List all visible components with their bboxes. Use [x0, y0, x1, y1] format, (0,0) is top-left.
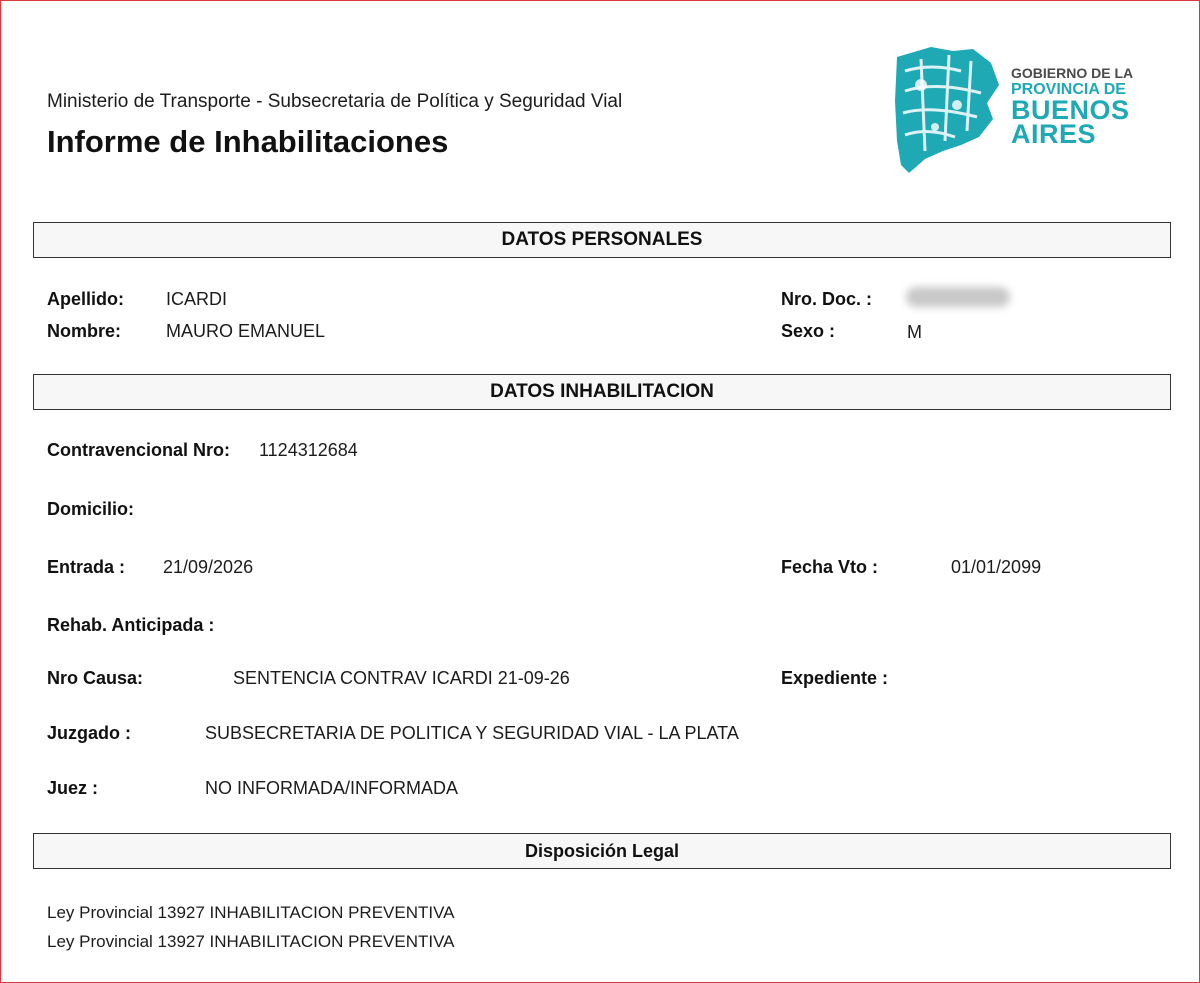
- logo-line-aires: AIRES: [1011, 119, 1097, 149]
- logo-line-gobierno: GOBIERNO DE LA: [1011, 65, 1134, 81]
- disposicion-line-1: Ley Provincial 13927 INHABILITACION PREVENTIVA: [47, 903, 455, 922]
- logo-line-provincia: PROVINCIA DE: [1011, 81, 1126, 98]
- section-header-personal: DATOS PERSONALES: [33, 222, 1171, 258]
- logo-line-buenos: BUENOS: [1011, 95, 1130, 125]
- section-header-disposicion: Disposición Legal: [33, 833, 1171, 869]
- disposicion-line-2: Ley Provincial 13927 INHABILITACION PREVENTIVA: [47, 932, 455, 951]
- juez-value: NO INFORMADA/INFORMADA: [205, 778, 459, 798]
- province-map-logo-icon: [891, 41, 1003, 177]
- sexo-label: Sexo :: [781, 321, 836, 341]
- apellido-label: Apellido:: [47, 289, 124, 309]
- apellido-value: ICARDI: [166, 289, 228, 309]
- contravencional-label: Contravencional Nro:: [47, 440, 231, 460]
- fecha-vto-label: Fecha Vto :: [781, 557, 879, 577]
- fecha-vto-value: 01/01/2099: [951, 557, 1042, 577]
- juez-label: Juez :: [47, 778, 99, 798]
- sexo-value: M: [907, 322, 922, 342]
- doc-value-redacted: [906, 287, 1010, 307]
- document-subtitle: Ministerio de Transporte - Subsecretaria de Política y Seguridad Vial: [47, 91, 623, 112]
- section-header-inhabilitacion: DATOS INHABILITACION: [33, 374, 1171, 410]
- nro-causa-label: Nro Causa:: [47, 668, 144, 688]
- nombre-label: Nombre:: [47, 321, 122, 341]
- domicilio-label: Domicilio:: [47, 499, 135, 519]
- entrada-label: Entrada :: [47, 557, 126, 577]
- juzgado-value: SUBSECRETARIA DE POLITICA Y SEGURIDAD VIAL - LA PLATA: [205, 723, 739, 743]
- entrada-value: 21/09/2026: [163, 557, 254, 577]
- expediente-label: Expediente :: [781, 668, 889, 688]
- doc-label: Nro. Doc. :: [781, 289, 873, 309]
- document-title: Informe de Inhabilitaciones: [47, 124, 449, 159]
- contravencional-value: 1124312684: [259, 440, 358, 460]
- rehab-anticipada-label: Rehab. Anticipada :: [47, 615, 215, 635]
- nro-causa-value: SENTENCIA CONTRAV ICARDI 21-09-26: [233, 668, 570, 688]
- juzgado-label: Juzgado :: [47, 723, 131, 743]
- nombre-value: MAURO EMANUEL: [166, 321, 326, 341]
